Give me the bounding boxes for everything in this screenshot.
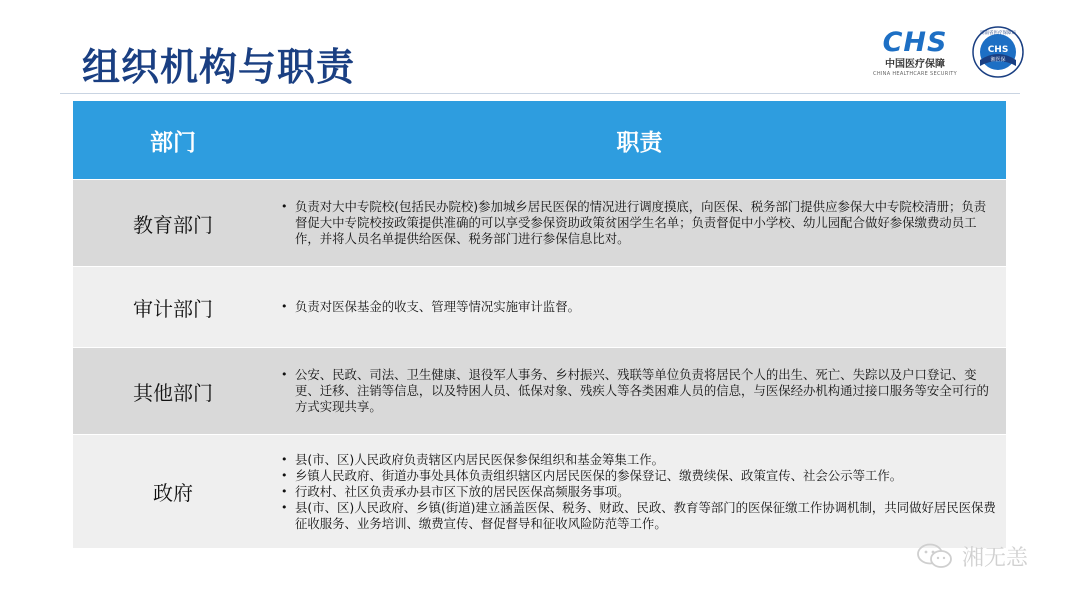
duty-item: • 公安、民政、司法、卫生健康、退役军人事务、乡村振兴、残联等单位负责将居民个人的出生、死亡、失踪以及户口登记、变更、迁移、注销等信息，以及特困人员、低保对象、残疾人等各类困难人员的信息，与医保经办机构通过接口服务等安全可行的方式实现共享。 xyxy=(279,367,996,415)
header-dept: 部门 xyxy=(150,129,196,156)
table-row xyxy=(73,266,1006,347)
row-duties xyxy=(273,199,1006,247)
seal-logo xyxy=(972,26,1024,78)
page-title: 组织机构与职责 xyxy=(82,45,356,89)
duty-item: • 负责对大中专院校(包括民办院校)参加城乡居民医保的情况进行调度摸底，向医保、税务部门提供应参保大中专院校清册；负责督促大中专院校按政策提供准确的可以享受参保资助政策贫困学生名单；负责督促中小学校、幼儿园配合做好参保缴费动员工作，并将人员名单提供给医保、税务部门进行参保信息比对。 xyxy=(279,199,996,247)
row-duties xyxy=(273,452,1006,532)
row-dept: 审计部门 xyxy=(133,296,213,321)
chs-logo-mark: CHS xyxy=(882,27,948,58)
duty-item: • 负责对医保基金的收支、管理等情况实施审计监督。 xyxy=(279,299,996,315)
svg-text:CHS: CHS xyxy=(987,45,1009,55)
chs-logo-en: CHINA HEALTHCARE SECURITY xyxy=(873,71,957,77)
svg-text:湖南省医疗保障局: 湖南省医疗保障局 xyxy=(980,31,1016,36)
wechat-icon xyxy=(916,543,954,569)
header-duties: 职责 xyxy=(616,129,663,156)
table-header xyxy=(73,101,1006,179)
row-dept: 教育部门 xyxy=(133,212,213,237)
wechat-watermark xyxy=(916,541,1028,571)
duties-table xyxy=(73,101,1006,548)
duty-item: • 县(市、区)人民政府、乡镇(街道)建立涵盖医保、税务、财政、民政、教育等部门的医保征缴工作协调机制，共同做好居民医保费征收服务、业务培训、缴费宣传、督促督导和征收风险防范等工作。 xyxy=(279,500,996,532)
duty-item: • 行政村、社区负责承办县市区下放的居民医保高频服务事项。 xyxy=(279,484,996,500)
duty-item: • 县(市、区)人民政府负责辖区内居民医保参保组织和基金筹集工作。 xyxy=(279,452,996,468)
row-duties xyxy=(273,367,1006,415)
row-dept: 政府 xyxy=(153,481,193,505)
table-row xyxy=(73,347,1006,434)
row-dept: 其他部门 xyxy=(133,380,213,405)
duty-item: • 乡镇人民政府、街道办事处具体负责组织辖区内居民医保的参保登记、缴费续保、政策宣传、社会公示等工作。 xyxy=(279,468,996,484)
watermark-text: 湘无恙 xyxy=(962,545,1029,571)
table-row xyxy=(73,179,1006,266)
header-divider xyxy=(60,93,1020,94)
chs-logo xyxy=(872,28,958,80)
svg-text:湘医保: 湘医保 xyxy=(990,57,1006,63)
row-duties xyxy=(273,299,1006,315)
chs-logo-cn: 中国医疗保障 xyxy=(885,59,945,70)
table-row xyxy=(73,434,1006,548)
